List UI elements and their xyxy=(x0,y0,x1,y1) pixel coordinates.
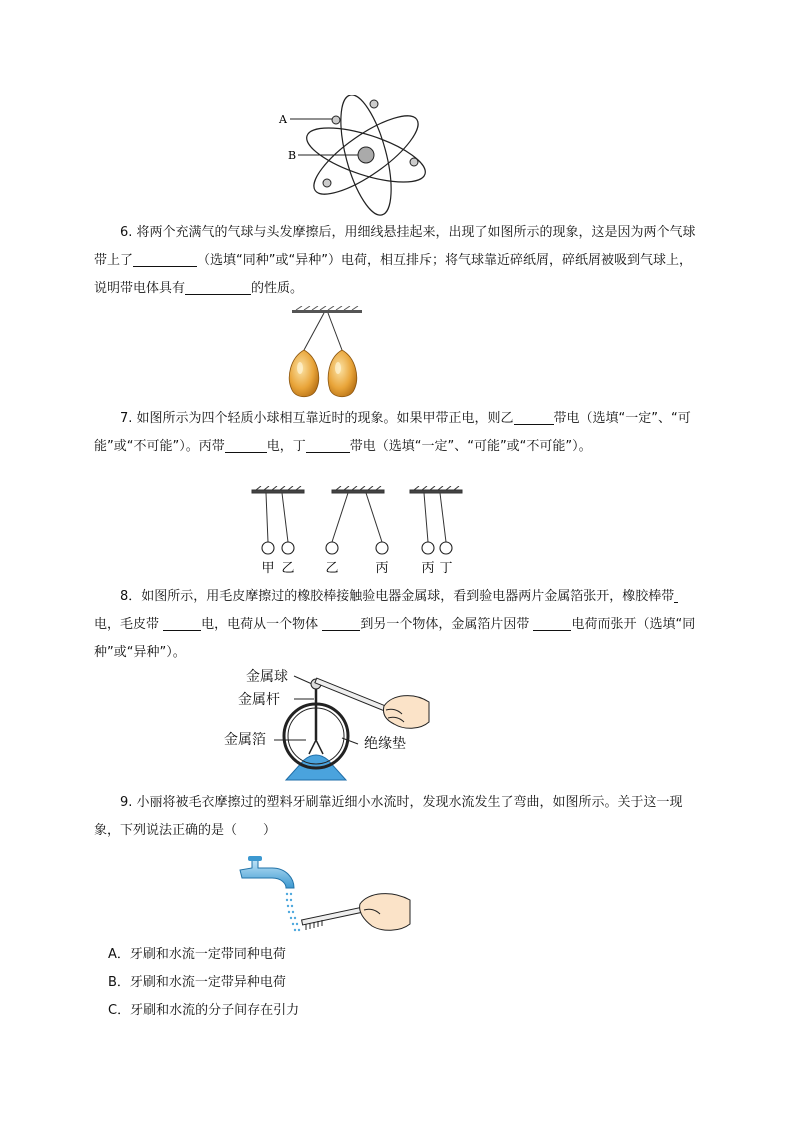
q6-text-1: 6. 将两个充满气的气球与头发摩擦后，用细线悬挂起来，出现了如图所示的现象，这是因为两个气球带上了 xyxy=(94,225,696,268)
atom-model-figure xyxy=(276,95,446,220)
label-jia: 甲 xyxy=(261,561,275,576)
balloon-left xyxy=(289,350,318,397)
q8-blank-1[interactable] xyxy=(674,586,678,603)
q7-text-1: 7. 如图所示为四个轻质小球相互靠近时的现象。如果甲带正电，则乙 xyxy=(120,411,514,426)
label-b: B xyxy=(288,149,297,162)
faucet-toothbrush-figure xyxy=(232,848,414,934)
ball-ding xyxy=(440,542,452,554)
ball-yi xyxy=(326,542,338,554)
electron xyxy=(332,116,340,124)
q6-text-3: 的性质。 xyxy=(251,281,304,296)
label-metal-foil: 金属箔 xyxy=(224,732,266,748)
pendulum-balls-figure xyxy=(248,486,468,578)
question-9 xyxy=(94,789,700,845)
q6-text-2: （选填“同种”或“异种”）电荷，相互排斥；将气球靠近碎纸屑，碎纸屑被吸到气球上，说明带电体具有 xyxy=(94,253,692,296)
label-ding: 丁 xyxy=(439,561,453,576)
metal-foil xyxy=(309,740,316,754)
option-c[interactable]: C．牙刷和水流的分子间存在引力 xyxy=(108,1003,300,1018)
q7-blank-1[interactable] xyxy=(514,408,554,425)
q6-blank-1[interactable] xyxy=(133,250,197,267)
hand xyxy=(360,894,410,931)
ball-jia xyxy=(262,542,274,554)
label-yi: 乙 xyxy=(281,561,295,576)
q8-text-3: 电，电荷从一个物体 xyxy=(201,617,319,632)
q8-text-2: 电，毛皮带 xyxy=(94,617,160,632)
balloons-figure xyxy=(278,306,378,406)
label-a: A xyxy=(279,113,287,126)
metal-foil xyxy=(316,740,323,754)
balloon-right xyxy=(328,350,357,397)
question-7 xyxy=(94,405,700,461)
q6-blank-2[interactable] xyxy=(185,278,251,295)
electroscope-figure xyxy=(224,664,434,786)
option-a[interactable]: A．牙刷和水流一定带同种电荷 xyxy=(108,947,286,962)
option-b[interactable]: B．牙刷和水流一定带异种电荷 xyxy=(108,975,286,990)
nucleus xyxy=(358,147,374,163)
ball-yi xyxy=(282,542,294,554)
q8-blank-2[interactable] xyxy=(163,614,201,631)
electron xyxy=(323,179,331,187)
q7-text-2: 带电（选填“一定”、“可能”或“不可能”）。丙带 xyxy=(94,411,691,454)
question-6 xyxy=(94,219,700,303)
label-metal-ball: 金属球 xyxy=(246,669,288,685)
question-8 xyxy=(94,583,700,667)
hand xyxy=(383,696,429,729)
label-bing: 丙 xyxy=(375,561,389,576)
label-yi: 乙 xyxy=(325,561,339,576)
q8-blank-4[interactable] xyxy=(533,614,571,631)
q7-blank-2[interactable] xyxy=(225,436,267,453)
q8-text-5: 电荷而张开（选填“同种”或“异种”）。 xyxy=(94,617,696,660)
label-insulating-pad: 绝缘垫 xyxy=(364,736,406,752)
electron xyxy=(370,100,378,108)
q8-blank-3[interactable] xyxy=(322,614,360,631)
q7-text-3: 电，丁 xyxy=(266,439,306,454)
electron xyxy=(410,158,418,166)
faucet xyxy=(240,860,294,888)
q7-text-4: 带电（选填“一定”、“可能”或“不可能”）。 xyxy=(349,439,592,454)
q9-stem: 9. 小丽将被毛衣摩擦过的塑料牙刷靠近细小水流时，发现水流发生了弯曲，如图所示。关于这一现象，下列说法正确的是（ ） xyxy=(94,795,683,838)
q7-blank-3[interactable] xyxy=(306,436,350,453)
q8-text-4: 到另一个物体，金属箔片因带 xyxy=(360,617,530,632)
ball-bing xyxy=(422,542,434,554)
ball-bing xyxy=(376,542,388,554)
label-bing: 丙 xyxy=(421,561,435,576)
q8-text-1: 8．如图所示，用毛皮摩擦过的橡胶棒接触验电器金属球，看到验电器两片金属箔张开，橡胶棒带 xyxy=(120,589,675,604)
label-metal-rod: 金属杆 xyxy=(238,692,280,708)
water-stream xyxy=(286,893,300,931)
